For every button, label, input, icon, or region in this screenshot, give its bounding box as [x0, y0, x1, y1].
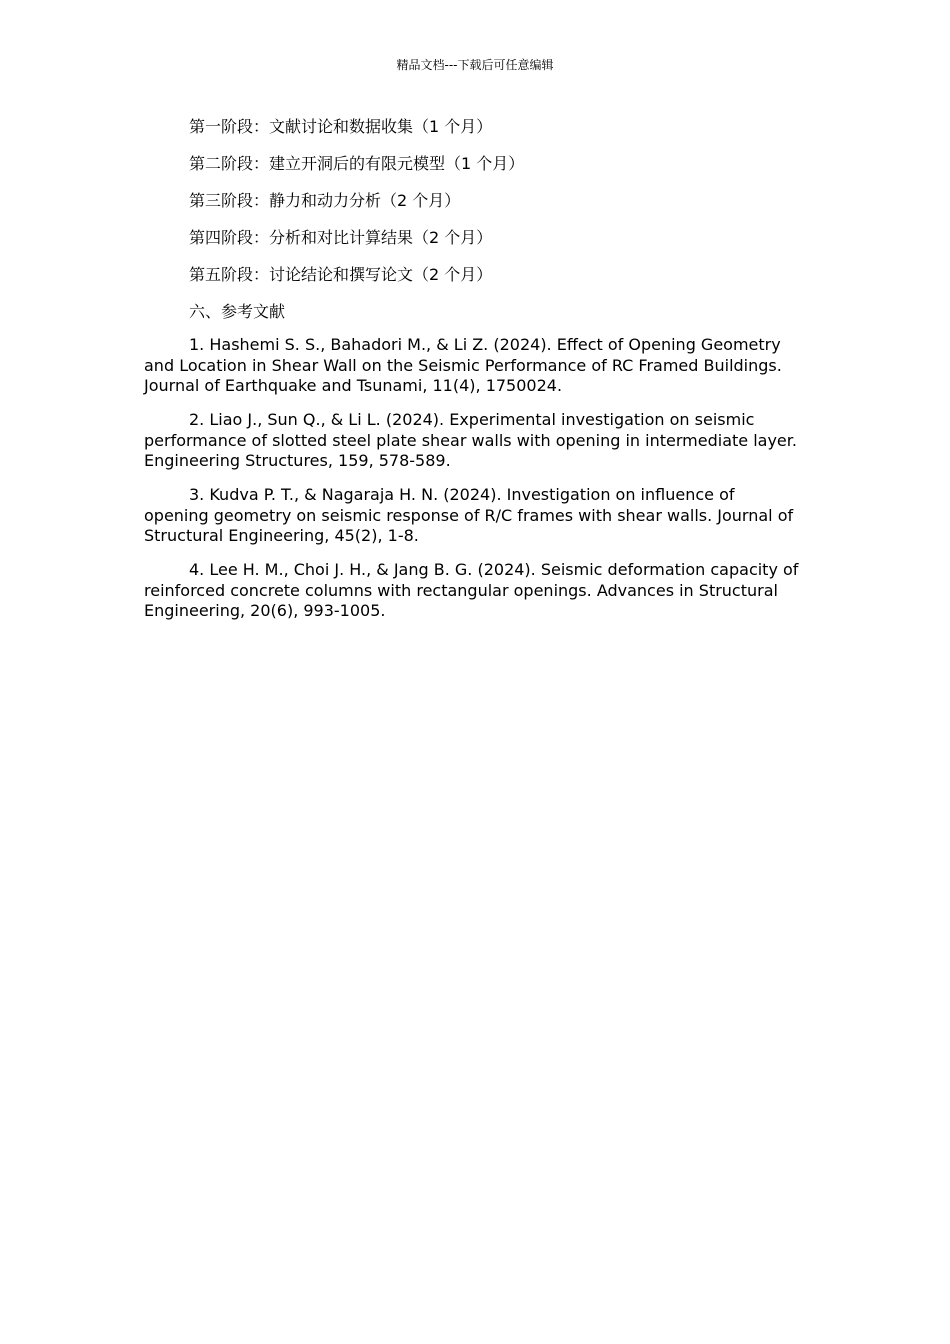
reference-item-3: 3. Kudva P. T., & Nagaraja H. N. (2024). Investigation on influence of opening geometry on seismic response of R/C frames with shear walls. Journal of Structural Engineering, 45(2), 1-8. [144, 485, 794, 545]
reference-item-1: 1. Hashemi S. S., Bahadori M., & Li Z. (2024). Effect of Opening Geometry and Location in Shear Wall on the Seismic Performance of RC Framed Buildings. Journal of Earthquake and Tsunami, 11(4), 1750024. [144, 335, 782, 395]
reference-item-4: 4. Lee H. M., Choi J. H., & Jang B. G. (2024). Seismic deformation capacity of reinforced concrete columns with rectangular openings. Advances in Structural Engineering, 20(6), 993-1005. [144, 560, 799, 620]
page-header: 精品文档---下载后可任意编辑 [396, 58, 554, 72]
stage-5: 第五阶段：讨论结论和撰写论文（2 个月） [189, 265, 493, 284]
references-heading: 六、参考文献 [189, 302, 286, 321]
stage-2: 第二阶段：建立开洞后的有限元模型（1 个月） [189, 154, 525, 173]
document-body [144, 116, 804, 635]
stage-4: 第四阶段：分析和对比计算结果（2 个月） [189, 228, 493, 247]
stage-1: 第一阶段：文献讨论和数据收集（1 个月） [189, 117, 493, 136]
stage-3: 第三阶段：静力和动力分析（2 个月） [189, 191, 461, 210]
reference-item-2: 2. Liao J., Sun Q., & Li L. (2024). Experimental investigation on seismic performance of slotted steel plate shear walls with opening in intermediate layer. Engineering Structures, 159, 578-589. [144, 410, 797, 470]
